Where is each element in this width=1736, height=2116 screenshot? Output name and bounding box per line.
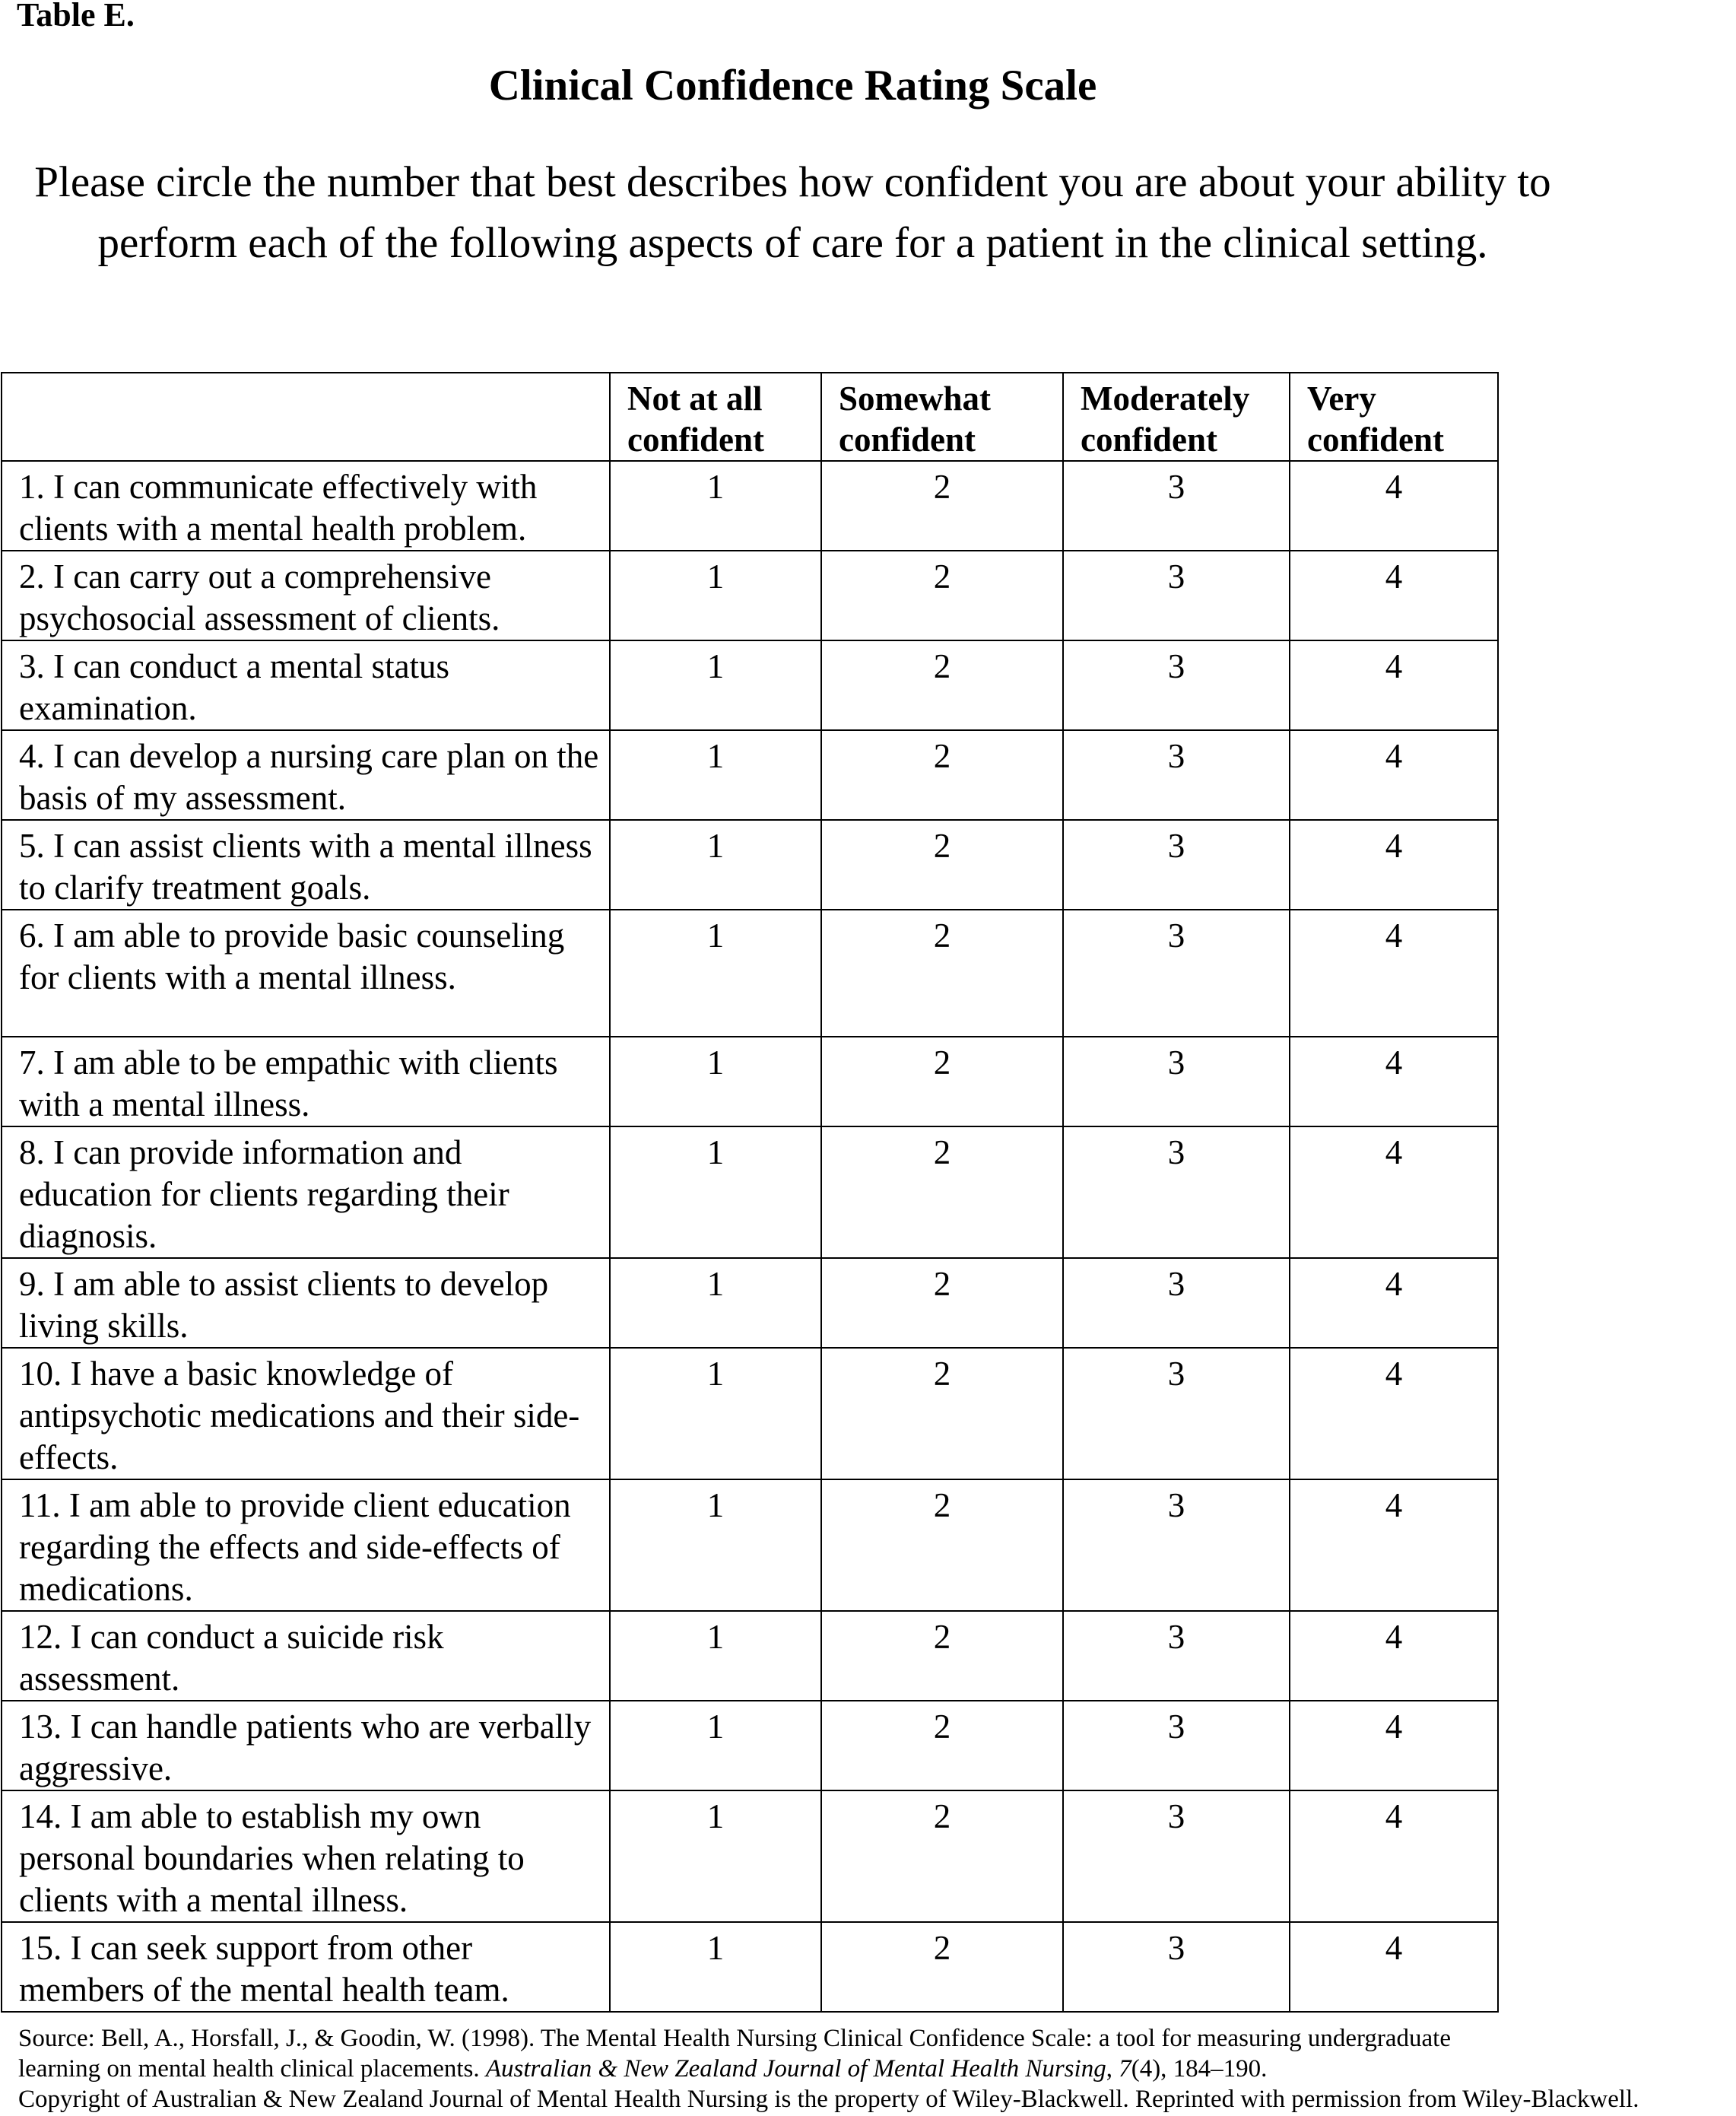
score-option[interactable]: 2	[821, 1479, 1063, 1611]
citation-separator: ,	[1106, 2055, 1119, 2083]
item-text: 15. I can seek support from other members of the mental health team.	[2, 1922, 610, 2012]
item-text: 14. I am able to establish my own personal boundaries when relating to clients with a mental illness.	[2, 1790, 610, 1922]
score-option[interactable]: 4	[1290, 1611, 1498, 1701]
score-option[interactable]: 4	[1290, 551, 1498, 640]
table-row	[2, 1790, 1498, 1922]
table-row	[2, 820, 1498, 910]
confidence-scale-table	[1, 372, 1499, 2013]
table-row	[2, 1126, 1498, 1258]
score-option[interactable]: 1	[610, 1922, 821, 2012]
instructions: Please circle the number that best describes how confident you are about your ability to perform each of the following aspects of care for a patient in the clinical setting.	[34, 158, 1551, 267]
header-cell-not-at-all-confident: Not at all confident	[610, 373, 821, 461]
score-option[interactable]: 4	[1290, 1348, 1498, 1479]
score-option[interactable]: 1	[610, 640, 821, 730]
score-option[interactable]: 2	[821, 640, 1063, 730]
score-option[interactable]: 1	[610, 1790, 821, 1922]
score-option[interactable]: 2	[821, 1258, 1063, 1348]
score-option[interactable]: 3	[1063, 1922, 1290, 2012]
score-option[interactable]: 4	[1290, 730, 1498, 820]
score-option[interactable]: 1	[610, 1611, 821, 1701]
score-option[interactable]: 2	[821, 1611, 1063, 1701]
score-option[interactable]: 1	[610, 551, 821, 640]
score-option[interactable]: 1	[610, 1701, 821, 1790]
source-citation-line-2	[18, 2054, 1639, 2084]
score-option[interactable]: 3	[1063, 1790, 1290, 1922]
score-option[interactable]: 4	[1290, 640, 1498, 730]
score-option[interactable]: 4	[1290, 820, 1498, 910]
table-row	[2, 1611, 1498, 1701]
score-option[interactable]: 2	[821, 1348, 1063, 1479]
score-option[interactable]: 4	[1290, 910, 1498, 1037]
item-text: 6. I am able to provide basic counseling for clients with a mental illness.	[2, 910, 610, 1037]
journal-name: Australian & New Zealand Journal of Mental Health Nursing	[485, 2055, 1106, 2083]
citation-pages: (4), 184–190.	[1131, 2055, 1268, 2083]
source-citation-line-1: Source: Bell, A., Horsfall, J., & Goodin, W. (1998). The Mental Health Nursing Clinical Confidence Scale: a tool for measuring undergraduate	[18, 2025, 1451, 2052]
score-option[interactable]: 3	[1063, 1611, 1290, 1701]
score-option[interactable]: 4	[1290, 1037, 1498, 1126]
citation-text: learning on mental health clinical placements.	[18, 2055, 486, 2083]
score-option[interactable]: 3	[1063, 820, 1290, 910]
score-option[interactable]: 1	[610, 820, 821, 910]
score-option[interactable]: 3	[1063, 461, 1290, 551]
score-option[interactable]: 2	[821, 1922, 1063, 2012]
table-row	[2, 1922, 1498, 2012]
score-option[interactable]: 3	[1063, 910, 1290, 1037]
item-text: 8. I can provide information and education for clients regarding their diagnosis.	[2, 1126, 610, 1258]
table-row	[2, 1701, 1498, 1790]
score-option[interactable]: 2	[821, 1790, 1063, 1922]
score-option[interactable]: 2	[821, 1037, 1063, 1126]
score-option[interactable]: 3	[1063, 1479, 1290, 1611]
item-text: 2. I can carry out a comprehensive psychosocial assessment of clients.	[2, 551, 610, 640]
score-option[interactable]: 2	[821, 820, 1063, 910]
item-text: 10. I have a basic knowledge of antipsychotic medications and their side-effects.	[2, 1348, 610, 1479]
item-text: 11. I am able to provide client education regarding the effects and side-effects of medications.	[2, 1479, 610, 1611]
score-option[interactable]: 1	[610, 1479, 821, 1611]
header-cell-very-confident: Very confident	[1290, 373, 1498, 461]
table-row	[2, 1037, 1498, 1126]
item-text: 13. I can handle patients who are verbally aggressive.	[2, 1701, 610, 1790]
score-option[interactable]: 3	[1063, 1348, 1290, 1479]
score-option[interactable]: 4	[1290, 1790, 1498, 1922]
score-option[interactable]: 1	[610, 1037, 821, 1126]
score-option[interactable]: 3	[1063, 1258, 1290, 1348]
table-row	[2, 1258, 1498, 1348]
score-option[interactable]: 1	[610, 461, 821, 551]
header-cell-moderately-confident: Moderately confident	[1063, 373, 1290, 461]
score-option[interactable]: 2	[821, 551, 1063, 640]
score-option[interactable]: 3	[1063, 1126, 1290, 1258]
score-option[interactable]: 4	[1290, 1126, 1498, 1258]
score-option[interactable]: 3	[1063, 1701, 1290, 1790]
score-option[interactable]: 1	[610, 730, 821, 820]
journal-volume: 7	[1119, 2055, 1131, 2083]
score-option[interactable]: 4	[1290, 1701, 1498, 1790]
score-option[interactable]: 3	[1063, 1037, 1290, 1126]
item-text: 7. I am able to be empathic with clients with a mental illness.	[2, 1037, 610, 1126]
score-option[interactable]: 1	[610, 1348, 821, 1479]
item-text: 3. I can conduct a mental status examination.	[2, 640, 610, 730]
item-text: 9. I am able to assist clients to develop living skills.	[2, 1258, 610, 1348]
item-text: 1. I can communicate effectively with clients with a mental health problem.	[2, 461, 610, 551]
score-option[interactable]: 2	[821, 1701, 1063, 1790]
score-option[interactable]: 4	[1290, 461, 1498, 551]
table-row	[2, 551, 1498, 640]
table-row	[2, 910, 1498, 1037]
source-footer	[18, 2023, 1639, 2114]
item-text: 5. I can assist clients with a mental illness to clarify treatment goals.	[2, 820, 610, 910]
score-option[interactable]: 3	[1063, 551, 1290, 640]
copyright-notice: Copyright of Australian & New Zealand Journal of Mental Health Nursing is the property of Wiley-Blackwell. Reprinted with permission from Wiley-Blackwell.	[18, 2086, 1639, 2113]
table-row	[2, 640, 1498, 730]
score-option[interactable]: 4	[1290, 1922, 1498, 2012]
score-option[interactable]: 4	[1290, 1258, 1498, 1348]
item-text: 4. I can develop a nursing care plan on the basis of my assessment.	[2, 730, 610, 820]
table-row	[2, 1348, 1498, 1479]
table-row	[2, 730, 1498, 820]
table-row	[2, 461, 1498, 551]
item-text: 12. I can conduct a suicide risk assessment.	[2, 1611, 610, 1701]
score-option[interactable]: 3	[1063, 640, 1290, 730]
score-option[interactable]: 2	[821, 910, 1063, 1037]
table-label: Table E.	[17, 0, 135, 33]
page-title: Clinical Confidence Rating Scale	[488, 62, 1097, 110]
score-option[interactable]: 1	[610, 910, 821, 1037]
header-row	[2, 373, 1498, 461]
score-option[interactable]: 3	[1063, 730, 1290, 820]
score-option[interactable]: 2	[821, 1126, 1063, 1258]
score-option[interactable]: 2	[821, 461, 1063, 551]
score-option[interactable]: 1	[610, 1258, 821, 1348]
table-row	[2, 1479, 1498, 1611]
score-option[interactable]: 2	[821, 730, 1063, 820]
header-cell-item	[2, 373, 610, 461]
header-cell-somewhat-confident: Somewhat confident	[821, 373, 1063, 461]
score-option[interactable]: 4	[1290, 1479, 1498, 1611]
score-option[interactable]: 1	[610, 1126, 821, 1258]
